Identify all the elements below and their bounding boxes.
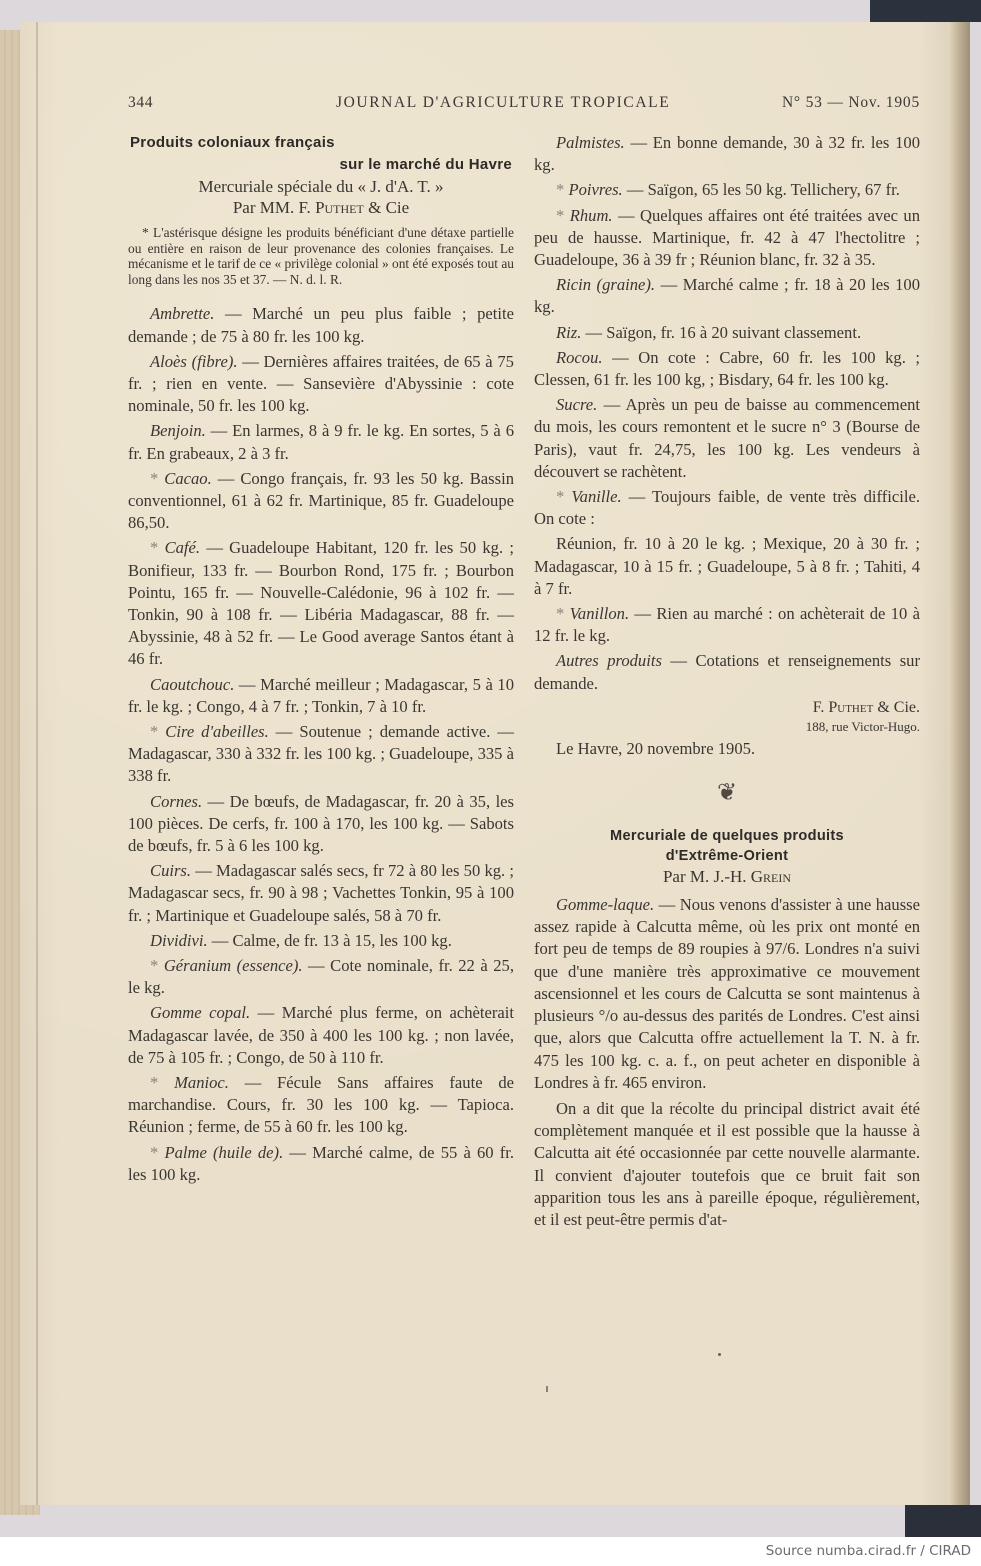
market-entry (534, 650, 920, 694)
page-number: 344 (128, 94, 154, 111)
product-quote: — Cote nominale, fr. 22 à 25, le kg. (128, 956, 514, 998)
product-name: Poivres. (568, 180, 623, 200)
product-name: Aloès (fibre). (150, 351, 238, 371)
product-quote: — Rien au marché : on achèterait de 10 à 12 fr. le kg. (534, 604, 920, 646)
product-name: Dividivi. (150, 930, 208, 950)
gomme-laque-text: — Nous venons d'assister à une hausse assez rapide à Calcutta même, où les prix ont monté en fort peu de temps de 89 roupies à 97/6. Londres n'a suivi que d'une manière très approximative ce mouvement ascensionnel et les cours de Calcutta se sont maintenus à plusieurs °/o au-dessus des parités de Londres. C'est ainsi que, alors que Calcutta offre actuellement la T. N. à fr. 475 les 100 kg. c. a. f., on peut acheter en disponible à Londres à fr. 465 environ. (534, 895, 920, 1092)
market-entry (128, 721, 514, 788)
privilege-asterisk: * (556, 487, 572, 507)
market-entry (534, 603, 920, 647)
product-quote: — Quelques affaires ont été traitées avec un peu de hausse. Martinique, fr. 42 à 47 l'hectolitre ; Guadeloupe, 36 à 39 fr ; Réunion blanc, fr. 32 à 35. (534, 205, 920, 270)
market-entry (534, 486, 920, 530)
product-name: Palme (huile de). (164, 1142, 284, 1162)
signature-address: 188, rue Victor-Hugo. (805, 718, 920, 734)
market-entry (128, 537, 514, 670)
byline-prefix: Par MM. F. (232, 198, 316, 217)
section2-byline-name: Grein (750, 867, 792, 887)
product-name: Café. (164, 538, 201, 558)
byline-suffix: & Cie (363, 198, 410, 217)
product-name: Palmistes. (556, 133, 625, 152)
privilege-asterisk: * (556, 604, 570, 624)
issue-number: N° 53 — Nov. 1905 (781, 94, 920, 111)
editor-note: * L'astérisque désigne les produits bénéficiant d'une détaxe partielle ou entière en raison de leur provenance des colonies françaises. Le mécanisme et le tarif de ce « privilège colonial » ont été exposés tout au long dans les nos 35 et 37. — N. d. l. R. (128, 225, 514, 287)
product-quote: — Marché un peu plus faible ; petite demande ; de 75 à 80 fr. les 100 kg. (128, 304, 514, 346)
gomme-laque-name: Gomme-laque. (556, 895, 655, 915)
market-entry (128, 860, 514, 927)
section2-byline-prefix: Par M. J.-H. (662, 867, 751, 887)
product-name: Ricin (graine). (556, 275, 656, 295)
page-fold-line (36, 22, 38, 1505)
product-name: Ambrette. (150, 304, 215, 324)
product-quote: — Cotations et renseignements sur demande. (534, 651, 920, 693)
book-gutter (948, 22, 970, 1505)
market-entry (128, 1072, 514, 1139)
harvest-paragraph: On a dit que la récolte du principal district avait été complètement manquée et il est possible que la hausse à Calcutta ait été occasionnée par cette nouvelle alarmante. Il convient d'ajouter toutefois que ce bruit fait son apparition tous les ans à pareille époque, régulièrement, et il est peut-être permis d'at- (534, 1098, 920, 1229)
market-entry (128, 674, 514, 718)
market-entries-right (534, 132, 920, 695)
market-entry (534, 394, 920, 483)
product-name: Caoutchouc. (150, 674, 235, 694)
product-name: Riz. (556, 322, 582, 342)
print-speck (546, 1386, 548, 1392)
section2-title-line1: Mercuriale de quelques produits (610, 828, 844, 845)
market-entry (128, 930, 514, 952)
market-entry (534, 205, 920, 272)
privilege-asterisk: * (150, 1073, 175, 1093)
market-entry (534, 179, 920, 201)
product-quote: — Saïgon, fr. 16 à 20 suivant classement. (581, 322, 862, 342)
product-quote: — Après un peu de baisse au commencement du mois, les cours remontent et le sucre n° 3 (Bourse de Paris), vaut fr. 24,75, les 100 kg. Les vendeurs à découvert se rachètent. (534, 395, 920, 481)
running-head (128, 94, 920, 116)
product-quote: — Saïgon, 65 les 50 kg. Tellichery, 67 fr. (622, 180, 900, 200)
product-quote: — Marché calme ; fr. 18 à 20 les 100 kg. (534, 275, 920, 317)
market-entries-left (128, 303, 514, 1186)
product-name: Vanillon. (569, 604, 630, 624)
privilege-asterisk: * (556, 205, 570, 225)
product-name: Autres produits (556, 651, 662, 671)
product-quote: — Dernières affaires traitées, de 65 à 75 fr. ; rien en vente. — Sansevière d'Abyssinie : cote nominale, 50 fr. les 100 kg. (128, 351, 514, 416)
product-name: Gomme copal. (150, 1003, 251, 1023)
dateline: Le Havre, 20 novembre 1905. (556, 738, 756, 758)
market-entry (534, 322, 920, 344)
product-quote: — Marché meilleur ; Madagascar, 5 à 10 fr. le kg. ; Congo, 4 à 7 fr. ; Tonkin, 7 à 10 fr. (128, 674, 514, 716)
product-quote: — Marché plus ferme, on achèterait Madagascar lavée, de 350 à 400 les 100 kg. ; non lavée, de 75 à 105 fr. ; Congo, de 50 à 110 fr. (128, 1003, 514, 1067)
product-name: Cuirs. (150, 861, 192, 881)
gomme-laque-paragraph (534, 894, 920, 1094)
product-quote: — Congo français, fr. 93 les 50 kg. Bassin conventionnel, 61 à 62 fr. Martinique, 85 fr. Guadeloupe 86,50. (128, 468, 514, 533)
market-entry (128, 303, 514, 347)
source-credit: Source numba.cirad.fr / CIRAD (765, 1543, 971, 1559)
product-name: Vanille. (571, 487, 622, 507)
section-byline (128, 197, 514, 219)
product-name: Rocou. (556, 347, 603, 367)
product-name: Cire d'abeilles. (165, 722, 269, 742)
privilege-asterisk: * (150, 956, 164, 976)
product-quote: — Soutenue ; demande active. — Madagascar, 330 à 332 fr. les 100 kg. ; Guadeloupe, 335 à 338 fr. (128, 722, 514, 786)
scanner-corner-top (870, 0, 981, 22)
privilege-asterisk: * (556, 180, 569, 200)
product-quote: — Marché calme, de 55 à 60 fr. les 100 kg. (128, 1142, 515, 1184)
market-entry (128, 1002, 514, 1069)
fleuron-ornament-icon: ❦ (716, 780, 738, 807)
privilege-asterisk: * (150, 1142, 165, 1162)
product-name: Géranium (essence). (163, 956, 303, 976)
product-quote: — Guadeloupe Habitant, 120 fr. les 50 kg. ; Bonifieur, 133 fr. — Bourbon Rond, 175 fr. ; Bourbon Pointu, 165 fr. — Nouvelle-Calédonie, 96 à 102 fr. — Tonkin, 90 à 108 fr. — Libéria Madagascar, 88 fr. — Abyssinie, 48 à 52 fr. — Le Good average Santos étant à 46 fr. (128, 538, 514, 669)
privilege-asterisk: * (150, 722, 166, 742)
print-speck (718, 1353, 721, 1356)
product-quote: Réunion, fr. 10 à 20 le kg. ; Mexique, 20 à 30 fr. ; Madagascar, 10 à 15 fr. ; Guadeloupe, 5 à 8 fr. ; Tahiti, 4 à 7 fr. (534, 534, 920, 598)
market-entry (534, 132, 920, 176)
market-entry (128, 791, 514, 858)
market-entry (534, 347, 920, 391)
market-entry (128, 351, 514, 418)
market-entry (534, 274, 920, 318)
market-entry (128, 955, 514, 999)
journal-title: JOURNAL D'AGRICULTURE TROPICALE (336, 94, 671, 111)
section-subtitle: Mercuriale spéciale du « J. d'A. T. » (198, 177, 444, 196)
product-name: Cacao. (164, 468, 212, 488)
market-entry (128, 468, 514, 535)
product-name: Manioc. (174, 1073, 229, 1093)
privilege-asterisk: * (150, 468, 165, 488)
product-name: Benjoin. (150, 421, 206, 441)
product-quote: — Fécule Sans affaires faute de marchandise. Cours, fr. 30 les 100 kg. — Tapioca. Réunion ; ferme, de 55 à 60 fr. les 100 kg. (128, 1073, 514, 1137)
byline-name: Puthet (315, 198, 364, 217)
scanner-corner-bottom (905, 1505, 981, 1537)
signature (534, 698, 920, 718)
product-quote: — En bonne demande, 30 à 32 fr. les 100 kg. (534, 133, 920, 175)
product-name: Sucre. (556, 395, 598, 415)
left-column (128, 132, 514, 1189)
product-name: Cornes. (150, 791, 203, 811)
product-name: Rhum. (569, 205, 613, 225)
signature-name: Puthet (828, 698, 874, 716)
product-quote: — De bœufs, de Madagascar, fr. 20 à 35, les 100 pièces. De cerfs, fr. 100 à 170, les 100 kg. — Sabots de bœufs, fr. 5 à 6 les 100 kg. (128, 791, 514, 856)
product-quote: — Toujours faible, de vente très difficile. On cote : (534, 487, 920, 529)
market-entry (534, 533, 920, 600)
section2-title-line2: d'Extrême-Orient (665, 848, 789, 865)
market-entry (128, 1142, 514, 1186)
product-quote: — En larmes, 8 à 9 fr. le kg. En sortes, 5 à 6 fr. En grabeaux, 2 à 3 fr. (128, 421, 514, 463)
section2-byline (534, 866, 920, 888)
product-quote: — Calme, de fr. 13 à 15, les 100 kg. (207, 930, 452, 950)
product-quote: — Madagascar salés secs, fr 72 à 80 les 50 kg. ; Madagascar secs, fr. 90 à 98 ; Vachettes Tonkin, 95 à 100 fr. ; Martinique et Guadeloupe salés, 58 à 70 fr. (128, 861, 514, 925)
privilege-asterisk: * (150, 538, 165, 558)
signature-suffix: & Cie. (873, 698, 920, 716)
product-quote: — On cote : Cabre, 60 fr. les 100 kg. ; Clessen, 61 fr. les 100 kg, ; Bisdary, 64 fr. les 100 kg. (534, 347, 920, 390)
signature-prefix: F. (812, 698, 829, 716)
market-entry (128, 420, 514, 464)
section-title-line2: sur le marché du Havre (339, 156, 512, 173)
section-title-line1: Produits coloniaux français (130, 134, 335, 151)
right-column (534, 132, 920, 1235)
